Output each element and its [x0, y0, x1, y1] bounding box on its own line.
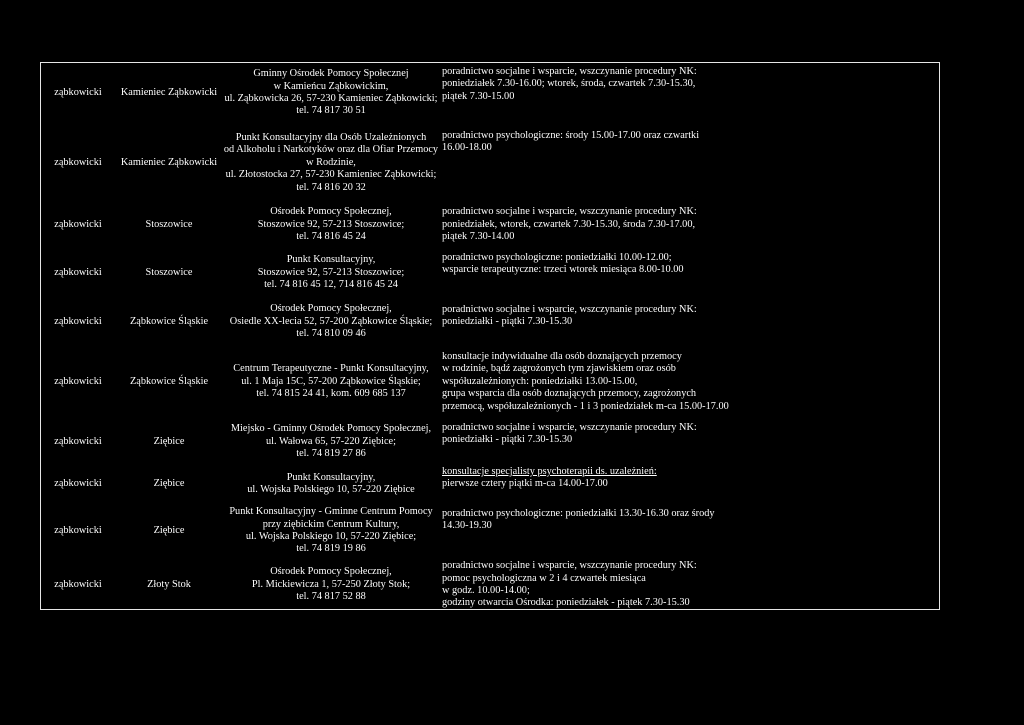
placowka-line: Gminny Ośrodek Pomocy Społecznej: [253, 68, 409, 80]
oferta-line: poradnictwo socjalne i wsparcie, wszczynanie procedury NK:: [442, 304, 697, 315]
placowka-line: Ośrodek Pomocy Społecznej,: [270, 566, 392, 578]
oferta-line: piątek 7.30-15.00: [442, 90, 515, 102]
oferta-cell: [440, 466, 942, 502]
oferta-line: poradnictwo socjalne i wsparcie, wszczynanie procedury NK:: [442, 422, 697, 433]
oferta-line: wsparcie terapeutyczne: trzeci wtorek miesiąca 8.00-10.00: [442, 264, 684, 276]
oferta-line: poradnictwo socjalne i wsparcie, wszczynanie procedury NK:: [442, 560, 697, 572]
oferta-line: przemocą, współuzależnionych - 1 i 3 poniedziałek m-ca 15.00-17.00: [442, 400, 729, 412]
gmina-cell: Złoty Stok: [147, 578, 191, 590]
powiat-cell: ząbkowicki: [54, 578, 102, 590]
powiat-cell: ząbkowicki: [54, 477, 102, 489]
oferta-line: w godz. 10.00-14.00;: [442, 585, 530, 596]
oferta-cell: [440, 202, 942, 248]
oferta-line: w rodzinie, bądź zagrożonych tym zjawiskiem oraz osób: [442, 363, 676, 375]
placowka-cell: [222, 346, 440, 418]
oferta-line: poniedziałki - piątki 7.30-15.30: [442, 434, 573, 446]
oferta-line: poradnictwo socjalne i wsparcie, wszczynanie procedury NK:: [442, 206, 697, 218]
gmina-cell: Stoszowice: [145, 218, 193, 230]
placowka-line: Pl. Mickiewicza 1, 57-250 Złoty Stok;: [251, 578, 411, 590]
placowka-line: Ośrodek Pomocy Społecznej,: [270, 206, 392, 218]
placowka-line: od Alkoholu i Narkotyków oraz dla Ofiar Przemocy: [223, 144, 439, 156]
oferta-line: konsultacje indywidualne dla osób doznających przemocy: [442, 350, 682, 362]
gmina-cell: Ząbkowice Śląskie: [129, 375, 209, 387]
oferta-cell: [440, 248, 942, 298]
powiat-cell: ząbkowicki: [54, 156, 102, 168]
services-table: [40, 62, 942, 610]
table-row: [40, 560, 942, 610]
placowka-line: ul. 1 Maja 15C, 57-200 Ząbkowice Śląskie;: [241, 375, 421, 387]
table-row: [40, 502, 942, 560]
placowka-line: tel. 74 815 24 41, kom. 609 685 137: [256, 388, 406, 400]
placowka-cell: [222, 248, 440, 298]
oferta-cell: [440, 62, 942, 124]
placowka-line: tel. 74 816 20 32: [296, 181, 366, 193]
oferta-line: współuzależnionych: poniedziałki 13.00-15.00,: [442, 375, 638, 387]
placowka-cell: [222, 298, 440, 346]
placowka-cell: [222, 202, 440, 248]
placowka-line: tel. 74 816 45 12, 714 816 45 24: [264, 279, 398, 291]
gmina-cell: Stoszowice: [145, 266, 193, 278]
oferta-line: piątek 7.30-14.00: [442, 231, 515, 243]
oferta-cell: [440, 560, 942, 610]
placowka-cell: [222, 418, 440, 466]
oferta-line: godziny otwarcia Ośrodka: poniedziałek - piątek 7.30-15.30: [442, 597, 690, 609]
placowka-line: Miejsko - Gminny Ośrodek Pomocy Społecznej,: [230, 423, 432, 435]
oferta-cell: [440, 298, 942, 346]
oferta-line: poradnictwo socjalne i wsparcie, wszczynanie procedury NK:: [442, 66, 697, 77]
placowka-cell: [222, 560, 440, 610]
placowka-line: Centrum Terapeutyczne - Punkt Konsultacyjny,: [233, 363, 429, 375]
placowka-line: Punkt Konsultacyjny,: [286, 471, 376, 483]
table-row: [40, 346, 942, 418]
gmina-cell: Kamieniec Ząbkowicki: [120, 86, 218, 98]
table-row: [40, 124, 942, 202]
placowka-line: tel. 74 816 45 24: [296, 231, 366, 243]
oferta-line: 14.30-19.30: [442, 520, 492, 532]
placowka-line: tel. 74 817 52 88: [296, 591, 366, 603]
oferta-line: poradnictwo psychologiczne: środy 15.00-17.00 oraz czwartki: [442, 130, 700, 141]
oferta-line: poniedziałki - piątki 7.30-15.30: [442, 316, 573, 328]
table-row: [40, 466, 942, 502]
placowka-line: ul. Złotostocka 27, 57-230 Kamieniec Ząbkowicki;: [225, 169, 437, 181]
oferta-line: poniedziałek 7.30-16.00; wtorek, środa, czwartek 7.30-15.30,: [442, 78, 696, 90]
placowka-line: Punkt Konsultacyjny dla Osób Uzależnionych: [235, 131, 427, 143]
gmina-cell: Ziębice: [153, 477, 185, 489]
oferta-cell: [440, 502, 942, 560]
powiat-cell: ząbkowicki: [54, 524, 102, 536]
powiat-cell: ząbkowicki: [54, 218, 102, 230]
placowka-line: w Kamieńcu Ząbkowickim,: [273, 80, 389, 92]
gmina-cell: Ząbkowice Śląskie: [129, 315, 209, 327]
powiat-cell: ząbkowicki: [54, 266, 102, 278]
oferta-line: konsultacje specjalisty psychoterapii ds. uzależnień:: [442, 466, 657, 477]
placowka-line: ul. Ząbkowicka 26, 57-230 Kamieniec Ząbkowicki;: [224, 93, 438, 104]
oferta-cell: [440, 418, 942, 466]
placowka-cell: [222, 466, 440, 502]
oferta-line: pomoc psychologiczna w 2 i 4 czwartek miesiąca: [442, 572, 646, 584]
oferta-line: 16.00-18.00: [442, 142, 492, 154]
placowka-line: Osiedle XX-lecia 52, 57-200 Ząbkowice Śląskie;: [229, 315, 433, 327]
placowka-line: tel. 74 819 19 86: [296, 543, 366, 555]
gmina-cell: Ziębice: [153, 435, 185, 447]
powiat-cell: ząbkowicki: [54, 375, 102, 387]
table-row: [40, 418, 942, 466]
placowka-line: ul. Wojska Polskiego 10, 57-220 Ziębice: [247, 484, 415, 495]
oferta-cell: [440, 124, 942, 202]
table-row: [40, 298, 942, 346]
table-row: [40, 202, 942, 248]
oferta-line: poradnictwo psychologiczne: poniedziałki 10.00-12.00;: [442, 252, 672, 263]
table-row: [40, 248, 942, 298]
placowka-cell: [222, 502, 440, 560]
table-row: [40, 62, 942, 124]
oferta-line: poradnictwo psychologiczne: poniedziałki 13.30-16.30 oraz środy: [442, 508, 715, 519]
placowka-line: Punkt Konsultacyjny,: [286, 254, 376, 266]
placowka-cell: [222, 124, 440, 202]
placowka-line: przy ziębickim Centrum Kultury,: [262, 518, 400, 530]
placowka-line: tel. 74 819 27 86: [296, 448, 366, 460]
placowka-line: Stoszowice 92, 57-213 Stoszowice;: [257, 218, 405, 230]
oferta-cell: [440, 346, 942, 418]
oferta-line: grupa wsparcia dla osób doznających przemocy, zagrożonych: [442, 388, 697, 400]
placowka-cell: [222, 62, 440, 124]
powiat-cell: ząbkowicki: [54, 86, 102, 98]
placowka-line: tel. 74 817 30 51: [296, 105, 366, 117]
placowka-line: Stoszowice 92, 57-213 Stoszowice;: [257, 266, 405, 278]
placowka-line: Punkt Konsultacyjny - Gminne Centrum Pomocy: [229, 506, 433, 518]
powiat-cell: ząbkowicki: [54, 435, 102, 447]
oferta-line: poniedziałek, wtorek, czwartek 7.30-15.30, środa 7.30-17.00,: [442, 218, 696, 230]
gmina-cell: Kamieniec Ząbkowicki: [120, 156, 218, 168]
placowka-line: ul. Wojska Polskiego 10, 57-220 Ziębice;: [245, 531, 417, 542]
placowka-line: Ośrodek Pomocy Społecznej,: [270, 303, 392, 315]
oferta-line: pierwsze cztery piątki m-ca 14.00-17.00: [442, 478, 608, 490]
placowka-line: ul. Wałowa 65, 57-220 Ziębice;: [266, 435, 396, 447]
powiat-cell: ząbkowicki: [54, 315, 102, 327]
placowka-line: w Rodzinie,: [306, 156, 356, 168]
gmina-cell: Ziębice: [153, 524, 185, 536]
placowka-line: tel. 74 810 09 46: [296, 328, 366, 340]
